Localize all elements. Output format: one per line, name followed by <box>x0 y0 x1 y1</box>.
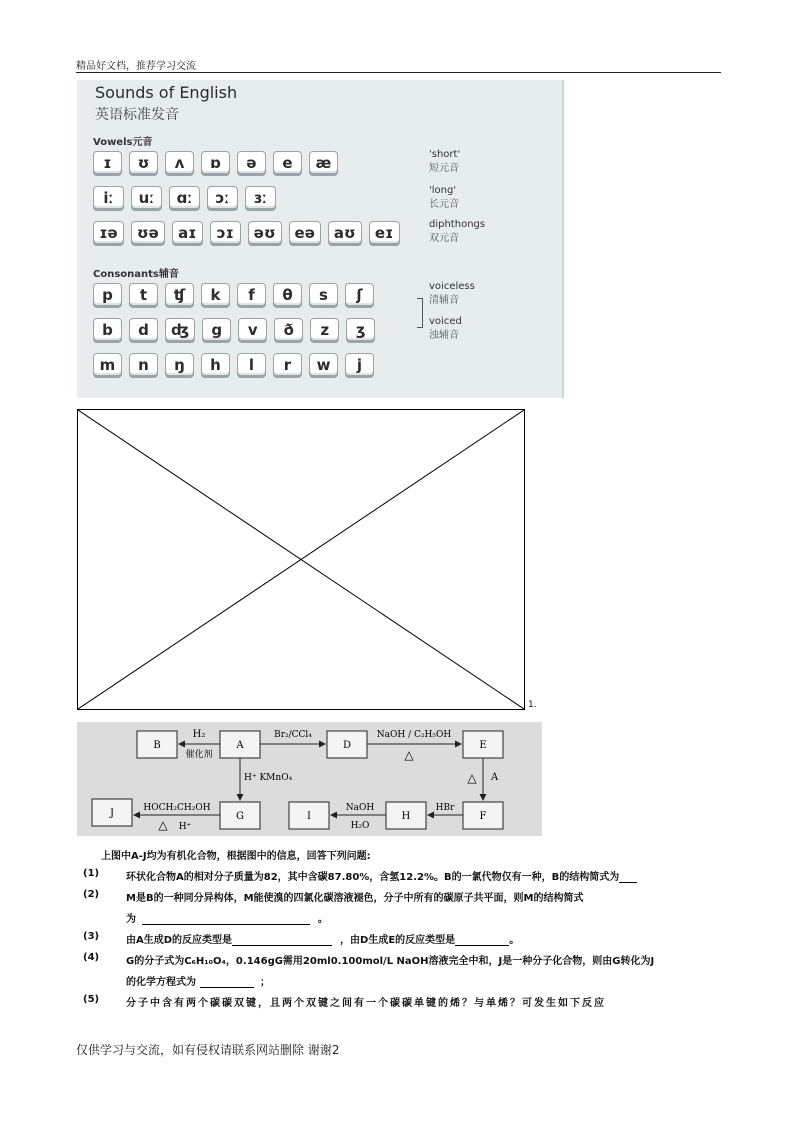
question-number: (1) <box>83 868 100 879</box>
phoneme-key: ʒ <box>346 318 375 341</box>
phoneme-key: t <box>129 283 158 306</box>
delta-icon: △ <box>404 748 414 762</box>
label-glycol: HOCH₂CH₂OH <box>143 803 211 813</box>
phoneme-key: ʤ <box>165 318 195 341</box>
question-text: M是B的一种同分异构体，M能使溴的四氯化碳溶液褪色，分子中所有的碳原子共平面，则M的结构简式 <box>126 893 584 904</box>
phoneme-key: ɒ <box>201 151 230 174</box>
question-body <box>126 910 328 925</box>
label-h2: H₂ <box>192 729 206 740</box>
phoneme-key: ð <box>274 318 303 341</box>
question-text: 的化学方程式为 <box>126 977 196 988</box>
phoneme-key: f <box>237 283 266 306</box>
phoneme-key: w <box>309 353 338 376</box>
reaction-scheme <box>77 722 542 836</box>
label-hbr: HBr <box>435 803 455 813</box>
question-text: ，由D生成E的反应类型是 <box>340 935 456 946</box>
answer-blank[interactable] <box>619 871 637 883</box>
phoneme-key: əʊ <box>248 221 282 244</box>
node-D <box>327 731 367 758</box>
phoneme-key: d <box>129 318 158 341</box>
node-F <box>463 802 503 829</box>
label-voiceless <box>429 280 475 308</box>
phoneme-key: g <box>202 318 231 341</box>
label-voiced <box>429 315 462 343</box>
phoneme-key: e <box>273 151 302 174</box>
phoneme-key: ʊ <box>129 151 158 174</box>
svg-text:G: G <box>236 811 244 822</box>
reaction-scheme-svg <box>77 722 542 836</box>
question-text: 。 <box>318 914 328 925</box>
phoneme-key: z <box>310 318 339 341</box>
label-naoh: NaOH <box>345 803 375 813</box>
question-number: (3) <box>83 931 100 942</box>
question-text: 为 <box>126 914 136 925</box>
svg-text:J: J <box>109 808 115 819</box>
question-text: 由A生成D的反应类型是 <box>126 935 233 946</box>
voiced-consonants-row <box>93 318 375 341</box>
phoneme-key: ʃ <box>345 283 374 306</box>
question-body <box>126 931 519 946</box>
question-text: ； <box>260 977 270 988</box>
question-text: 。 <box>509 935 520 946</box>
question-number: (2) <box>83 889 100 900</box>
phoneme-key: ɔː <box>207 186 238 209</box>
sounds-of-english-chart <box>77 80 564 398</box>
placeholder-suffix: 1. <box>528 700 537 710</box>
answer-blank[interactable] <box>142 913 310 925</box>
answer-blank[interactable] <box>455 934 509 946</box>
phoneme-key: ŋ <box>165 353 194 376</box>
label-diph-cn: 双元音 <box>429 233 459 244</box>
label-kmno4: H⁺ KMnO₄ <box>244 773 293 783</box>
missing-image-placeholder <box>77 409 525 710</box>
label-short-en: 'short' <box>429 149 461 160</box>
node-A <box>220 731 260 758</box>
label-br2: Br₂/CCl₄ <box>274 730 312 740</box>
svg-text:B: B <box>153 740 161 751</box>
phoneme-key: p <box>93 283 122 306</box>
phoneme-key: ɪə <box>93 221 124 244</box>
label-naoh-etoh: NaOH / C₂H₅OH <box>376 730 452 740</box>
question-body <box>126 868 637 883</box>
question-number: (4) <box>83 952 100 963</box>
phoneme-key: ə <box>237 151 266 174</box>
node-I <box>289 802 329 829</box>
label-diphthongs <box>429 218 485 246</box>
phoneme-key: θ <box>273 283 302 306</box>
consonants-heading: Consonants辅音 <box>93 269 179 280</box>
delta-icon: △ <box>467 771 477 785</box>
phoneme-key: eɪ <box>369 221 400 244</box>
label-long-en: 'long' <box>429 185 457 196</box>
label-long-cn: 长元音 <box>429 199 459 210</box>
phoneme-key: j <box>345 353 374 376</box>
chart-subtitle: 英语标准发音 <box>95 107 179 123</box>
questions-intro: 上图中A-J均为有机化合物，根据图中的信息，回答下列问题: <box>101 851 371 862</box>
label-reagent-a: A <box>491 772 499 783</box>
phoneme-key: æ <box>309 151 338 174</box>
long-vowels-row <box>93 186 276 209</box>
label-long <box>429 184 459 212</box>
phoneme-key: ʌ <box>165 151 194 174</box>
header-rule <box>76 72 721 73</box>
svg-text:D: D <box>342 740 352 751</box>
phoneme-key: k <box>201 283 230 306</box>
other-consonants-row <box>93 353 374 376</box>
label-short-cn: 短元音 <box>429 163 459 174</box>
phoneme-key: ʊə <box>131 221 165 244</box>
phoneme-key: b <box>93 318 122 341</box>
phoneme-key: ʧ <box>165 283 194 306</box>
phoneme-key: aɪ <box>172 221 203 244</box>
short-vowels-row <box>93 151 338 174</box>
phoneme-key: iː <box>93 186 124 209</box>
phoneme-key: r <box>273 353 302 376</box>
phoneme-key: eə <box>289 221 321 244</box>
diphthongs-row <box>93 221 400 244</box>
answer-blank[interactable] <box>232 934 332 946</box>
question-number: (5) <box>83 994 100 1005</box>
chart-title: Sounds of English <box>95 83 238 102</box>
label-voiced-cn: 浊辅音 <box>429 330 459 341</box>
svg-text:H: H <box>401 811 411 822</box>
label-hplus: H⁺ <box>178 822 192 832</box>
bracket <box>417 298 423 328</box>
question-text: 环状化合物A的相对分子质量为82，其中含碳87.80%，含氢12.2%。B的一氯代物仅有一种，B的结构简式为 <box>126 872 620 883</box>
node-J <box>92 799 132 826</box>
label-short <box>429 148 460 176</box>
question-text: 分子中含有两个碳碳双键，且两个双键之间有一个碳碳单键的烯？与单烯？可发生如下反应 <box>126 998 606 1009</box>
phoneme-key: ɑː <box>169 186 200 209</box>
phoneme-key: n <box>129 353 158 376</box>
phoneme-key: ɔɪ <box>210 221 241 244</box>
delta-icon: △ <box>158 818 168 832</box>
phoneme-key: l <box>237 353 266 376</box>
node-E <box>463 731 503 758</box>
phoneme-key: ɜː <box>245 186 276 209</box>
question-body <box>126 973 270 988</box>
phoneme-key: h <box>201 353 230 376</box>
page-footer: 仅供学习与交流，如有侵权请联系网站删除 谢谢2 <box>76 1043 340 1057</box>
svg-text:E: E <box>479 740 487 751</box>
phoneme-key: v <box>238 318 267 341</box>
label-diph-en: diphthongs <box>429 219 486 230</box>
label-catalyst: 催化剂 <box>185 750 213 760</box>
label-h2o: H₂O <box>350 821 370 831</box>
phoneme-key: aʊ <box>328 221 362 244</box>
svg-text:I: I <box>307 811 311 822</box>
phoneme-key: m <box>93 353 122 376</box>
vowels-heading: Vowels元音 <box>93 137 153 148</box>
label-voiced-en: voiced <box>429 316 462 327</box>
page-header: 精品好文档，推荐学习交流 <box>76 61 196 72</box>
label-voiceless-en: voiceless <box>429 281 475 292</box>
node-G <box>220 802 260 829</box>
svg-text:A: A <box>236 740 244 751</box>
placeholder-cross-icon <box>78 410 524 709</box>
question-text: G的分子式为C₆H₁₀O₄，0.146gG需用20ml0.100mol/L NaOH溶液完全中和，J是一种分子化合物，则由G转化为J <box>126 956 655 967</box>
label-voiceless-cn: 清辅音 <box>429 295 459 306</box>
answer-blank[interactable] <box>200 976 254 988</box>
voiceless-consonants-row <box>93 283 374 306</box>
node-H <box>386 802 426 829</box>
phoneme-key: uː <box>131 186 162 209</box>
svg-text:F: F <box>479 811 487 822</box>
phoneme-key: s <box>309 283 338 306</box>
phoneme-key: ɪ <box>93 151 122 174</box>
node-B <box>137 731 177 758</box>
